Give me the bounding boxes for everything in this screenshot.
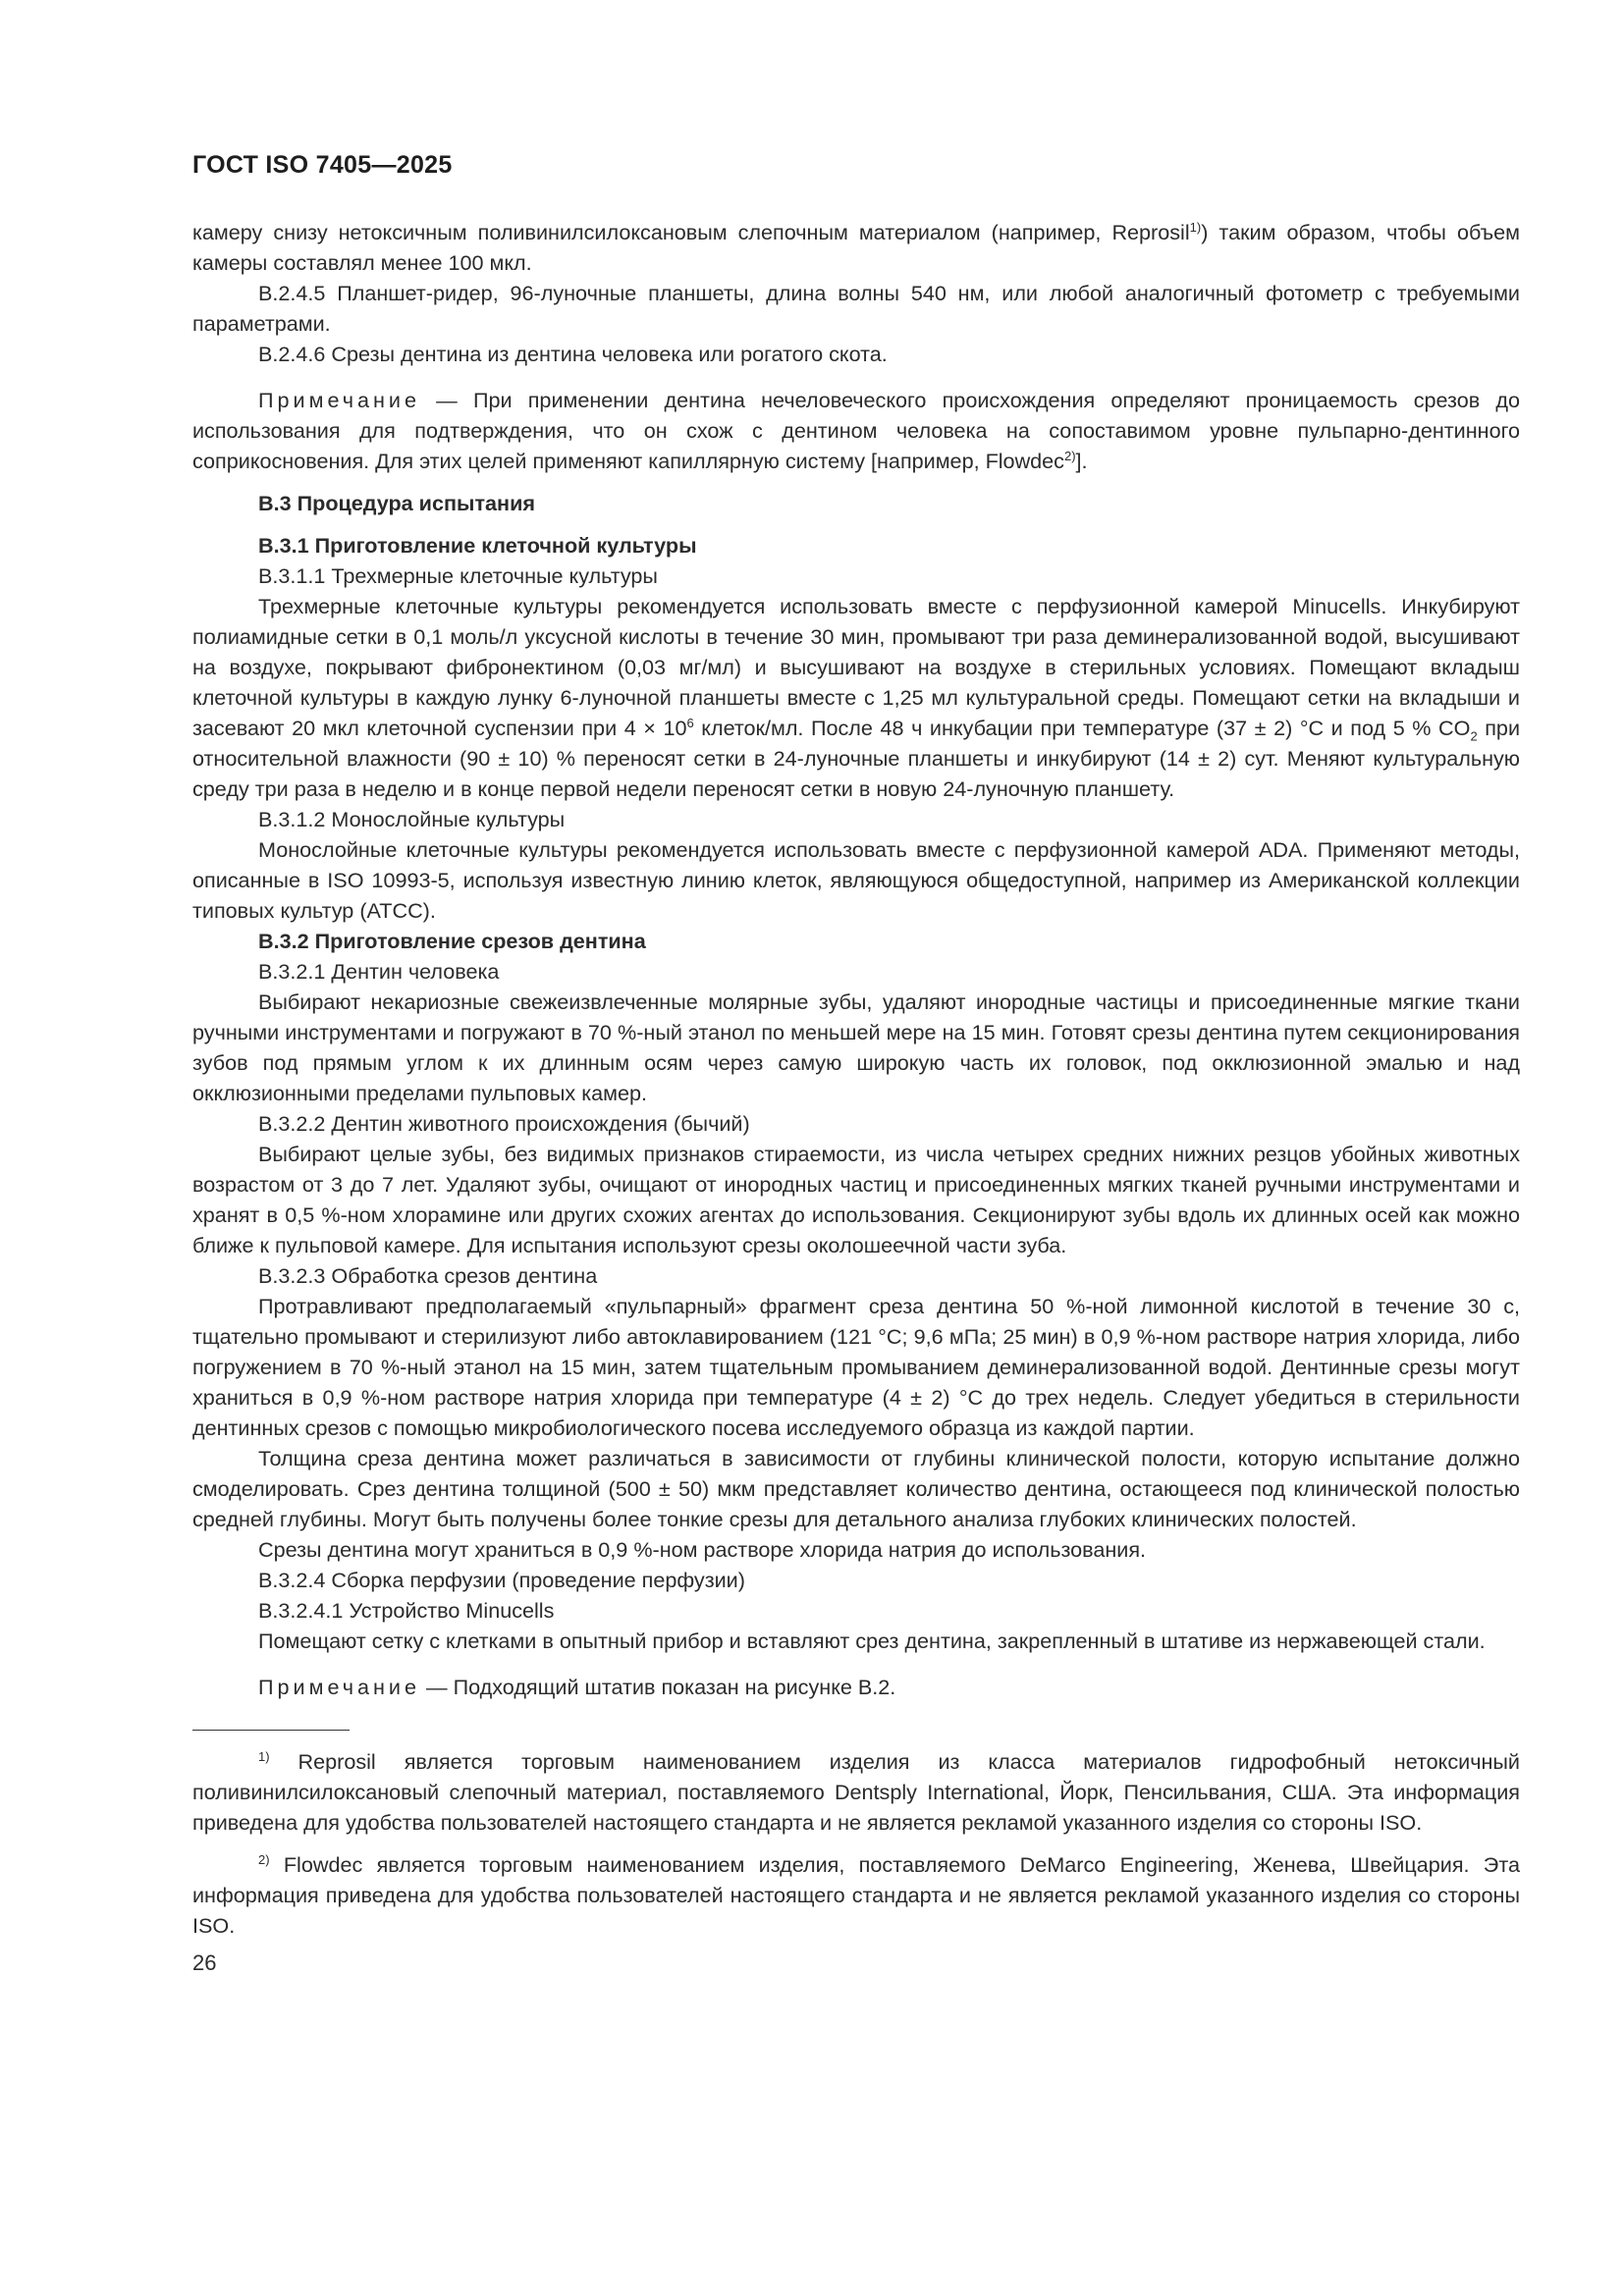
note-label: Примечание: [258, 1675, 420, 1699]
note-2: [192, 1672, 1520, 1702]
paragraph-3d-cultures: [192, 591, 1520, 804]
text-run: клеток/мл. После 48 ч инкубации при температуре (37 ± 2) °С и под 5 % CO: [693, 716, 1471, 740]
paragraph-b245: B.2.4.5 Планшет-ридер, 96-луночные планшеты, длина волны 540 нм, или любой аналогичный фотометр с требуемыми параметрами.: [192, 281, 1520, 336]
footnote-ref-2: 2): [1063, 448, 1076, 463]
paragraph-device: Помещают сетку с клетками в опытный прибор и вставляют срез дентина, закрепленный в штативе из нержавеющей стали.: [258, 1629, 1486, 1653]
text-run: — Подходящий штатив показан на рисунке B.2.: [420, 1675, 896, 1699]
note-label: Примечание: [258, 388, 420, 412]
subheading-b3241: B.3.2.4.1 Устройство Minucells: [258, 1598, 555, 1623]
subheading-b324: B.3.2.4 Сборка перфузии (проведение перфузии): [258, 1568, 745, 1592]
footnote-separator: [192, 1730, 350, 1731]
paragraph-treatment-1: Протравливают предполагаемый «пульпарный» фрагмент среза дентина 50 %-ной лимонной кислотой в течение 30 с, тщательно промывают и стерилизуют либо автоклавированием (121 °С; 9,6 мПа; 25 мин) в 0,9 %-ном растворе натрия хлорида, либо погружением в 70 %-ный этанол на 15 мин, затем тщательным промыванием деминерализованной водой. Дентинные срезы могут храниться в 0,9 %-ном растворе натрия хлорида при температуре (4 ± 2) °С до трех недель. Следует убедиться в стерильности дентинных срезов с помощью микробиологического посева исследуемого образца из каждой партии.: [192, 1294, 1520, 1440]
superscript: 6: [686, 715, 694, 730]
paragraph-b246: B.2.4.6 Срезы дентина из дентина человека или рогатого скота.: [258, 342, 888, 366]
paragraph-bovine-dentin: Выбирают целые зубы, без видимых признаков стираемости, из числа четырех средних нижних резцов убойных животных возрастом от 3 до 7 лет. Удаляют зубы, очищают от инородных частиц и присоединенных мягких тканей ручными инструментами и хранят в 0,5 %-ном хлорамине или других схожих агентах до использования. Секционируют зубы вдоль их длинных осей как можно ближе к пульповой камере. Для испытания используют срезы околошеечной части зуба.: [192, 1142, 1520, 1257]
subheading-b322: B.3.2.2 Дентин животного происхождения (бычий): [258, 1111, 750, 1136]
subscript: 2: [1470, 728, 1478, 744]
text-run: Reprosil является торговым наименованием изделия из класса материалов гидрофобный нетоксичный поливинилсилоксановый слепочный материал, поставляемого Dentsply International, Йорк, Пенсильвания, США. Эта информация приведена для удобства пользователей настоящего стандарта и не является рекламой указанного изделия со стороны ISO.: [192, 1749, 1520, 1835]
paragraph-human-dentin: Выбирают некариозные свежеизвлеченные молярные зубы, удаляют инородные частицы и присоединенные мягкие ткани ручными инструментами и погружают в 70 %-ный этанол по меньшей мере на 15 мин. Готовят срезы дентина путем секционирования зубов под прямым углом к их длинным осям через самую широкую часть их головок, под окклюзионной эмалью и над окклюзионными пределами пульповых камер.: [192, 989, 1520, 1105]
text-run: — При применении дентина нечеловеческого происхождения определяют проницаемость срезов до использования для подтверждения, что он схож с дентином человека на сопоставимом уровне пульпарно-дентинного соприкосновения. Для этих целей применяют капиллярную систему [например, Flowdec: [192, 388, 1520, 473]
text-run: ) таким образом, чтобы объем камеры составлял менее 100 мкл.: [192, 220, 1520, 275]
subheading-b321: B.3.2.1 Дентин человека: [258, 959, 500, 984]
note-1: [192, 385, 1520, 476]
heading-b31: B.3.1 Приготовление клеточной культуры: [258, 533, 697, 558]
paragraph-monolayer: Монослойные клеточные культуры рекомендуется использовать вместе с перфузионной камерой ADA. Применяют методы, описанные в ISO 10993-5, используя известную линию клеток, являющуюся общедоступной, например из Американской коллекции типовых культур (ATCC).: [192, 837, 1520, 923]
document-header: ГОСТ ISO 7405—2025: [192, 151, 453, 179]
heading-b32: B.3.2 Приготовление срезов дентина: [258, 929, 646, 953]
heading-b3: B.3 Процедура испытания: [258, 491, 535, 515]
subheading-b312: B.3.1.2 Монослойные культуры: [258, 807, 566, 831]
footnote-2: [192, 1849, 1520, 1941]
footnote-mark: 2): [258, 1851, 270, 1867]
text-run: Трехмерные клеточные культуры рекомендуется использовать вместе с перфузионной камерой Minucells. Инкубируют полиамидные сетки в 0,1 моль/л уксусной кислоты в течение 30 мин, промывают три раза деминерализованной водой, высушивают на воздухе, покрывают фибронектином (0,03 мг/мл) и высушивают на воздухе в стерильных условиях. Помещают вкладыш клеточной культуры в каждую лунку 6-луночной планшеты вместе с 1,25 мл культуральной среды. Помещают сетки на вкладыши и засевают 20 мкл клеточной суспензии при 4 × 10: [192, 594, 1520, 740]
footnote-ref-1: 1): [1189, 219, 1202, 235]
document-page: [192, 137, 1520, 1976]
footnote-1: [192, 1746, 1520, 1838]
paragraph-treatment-2: Толщина среза дентина может различаться в зависимости от глубины клинической полости, которую испытание должно смоделировать. Срез дентина толщиной (500 ± 50) мкм представляет количество дентина, остающееся под клинической полостью средней глубины. Могут быть получены более тонкие срезы для детального анализа глубоких клинических полостей.: [192, 1446, 1520, 1531]
text-run: ].: [1075, 449, 1088, 473]
paragraph-chamber: [192, 217, 1520, 278]
page-number: 26: [192, 1950, 217, 1975]
text-run: при относительной влажности (90 ± 10) % переносят сетки в 24-луночные планшеты и инкубируют (14 ± 2) сут. Меняют культуральную среду три раза в неделю и в конце первой недели переносят сетки в новую 24-луночную планшету.: [192, 716, 1521, 801]
text-run: камеру снизу нетоксичным поливинилсилоксановым слепочным материалом (например, Reprosil: [192, 220, 1190, 244]
paragraph-treatment-3: Срезы дентина могут храниться в 0,9 %-ном растворе хлорида натрия до использования.: [258, 1537, 1147, 1562]
subheading-b323: B.3.2.3 Обработка срезов дентина: [258, 1263, 598, 1288]
text-run: Flowdec является торговым наименованием изделия, поставляемого DeMarco Engineering, Женева, Швейцария. Эта информация приведена для удобства пользователей настоящего стандарта и не является рекламой указанного изделия со стороны ISO.: [192, 1852, 1520, 1938]
footnote-mark: 1): [258, 1748, 270, 1764]
subheading-b311: B.3.1.1 Трехмерные клеточные культуры: [258, 563, 658, 588]
